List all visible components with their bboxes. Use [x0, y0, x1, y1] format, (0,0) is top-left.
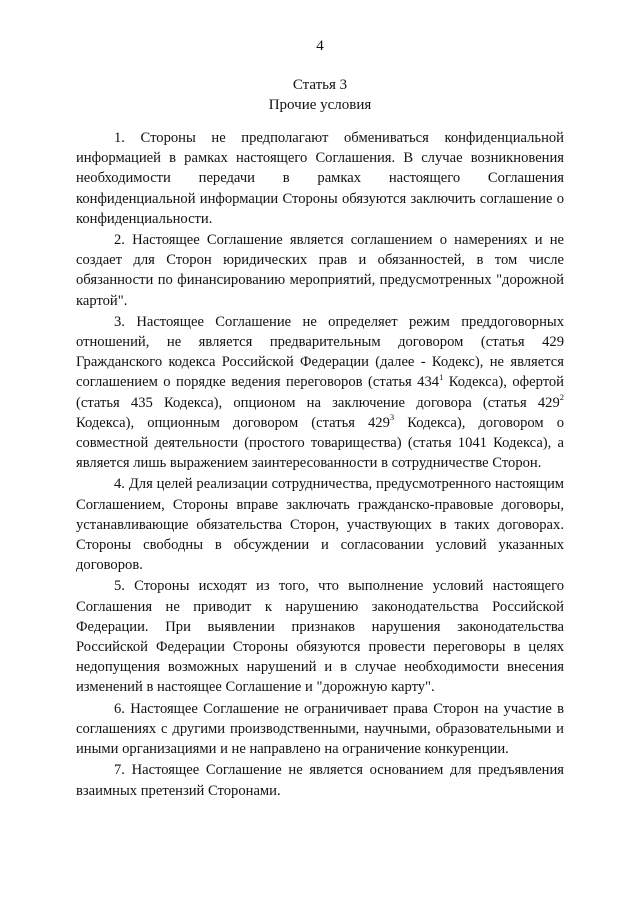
article-number: Статья 3: [292, 77, 348, 93]
clause-3: [76, 312, 564, 474]
clause-4: 4. Для целей реализации сотрудничества, предусмотренного настоящим Соглашением, Стороны вправе заключать гражданско-правовые договоры, устанавливающие обязательства Сторон, участвующих в таких договорах. Стороны свободны в обсуждении и согласовании условий указанных договоров.: [76, 476, 564, 574]
clause-1: 1. Стороны не предполагают обмениваться конфиденциальной информацией в рамках настоящего Соглашения. В случае возникновения необходимости передачи в рамках настоящего Соглашения конфиденциальной информации Стороны обязуются заключить соглашение о конфиденциальности.: [76, 130, 564, 227]
clause-2: 2. Настоящее Соглашение является соглашением о намерениях и не создает для Сторон юридических прав и обязанностей, в том числе обязанности по финансированию мероприятий, предусмотренных "дорожной картой".: [76, 232, 564, 309]
page-number: 4: [316, 38, 324, 54]
clause-3-part-2: Кодекса), офертой (статья 435 Кодекса), опционом на заключение договора (статья 429: [76, 374, 564, 411]
clause-7: 7. Настоящее Соглашение не является основанием для предъявления взаимных претензий Сторонами.: [76, 762, 564, 799]
clause-3-part-3: Кодекса), опционным договором (статья 429: [76, 414, 390, 431]
clause-3-part-4: Кодекса), договором о совместной деятельности (простого товарищества) (статья 1041 Кодекса), а является лишь выражением заинтересованности в сотрудничестве Сторон.: [76, 414, 564, 472]
clause-3-part-1: 3. Настоящее Соглашение не определяет режим преддоговорных отношений, не является предварительным договором (статья 429 Гражданского кодекса Российской Федерации (далее - Кодекс), не является соглашением о порядке ведения переговоров (статья 434: [76, 313, 564, 391]
article-heading: [0, 75, 640, 115]
superscript-2: 2: [559, 391, 564, 402]
clause-6: 6. Настоящее Соглашение не ограничивает права Сторон на участие в соглашениях с другими производственными, научными, образовательными и иными организациями и не направлено на ограничение конкуренции.: [76, 700, 564, 758]
superscript-1: 1: [439, 371, 444, 382]
article-title: Прочие условия: [268, 97, 372, 113]
superscript-3: 3: [389, 411, 395, 422]
article-body: [76, 128, 564, 802]
clause-5: 5. Стороны исходят из того, что выполнение условий настоящего Соглашения не приводит к нарушению законодательства Российской Федерации. При выявлении признаков нарушения законодательства Российской Федерации Стороны обязуются провести переговоры в целях недопущения возможных нарушений и в случае необходимости внесения изменений в настоящее Соглашение и "дорожную карту".: [76, 578, 564, 696]
